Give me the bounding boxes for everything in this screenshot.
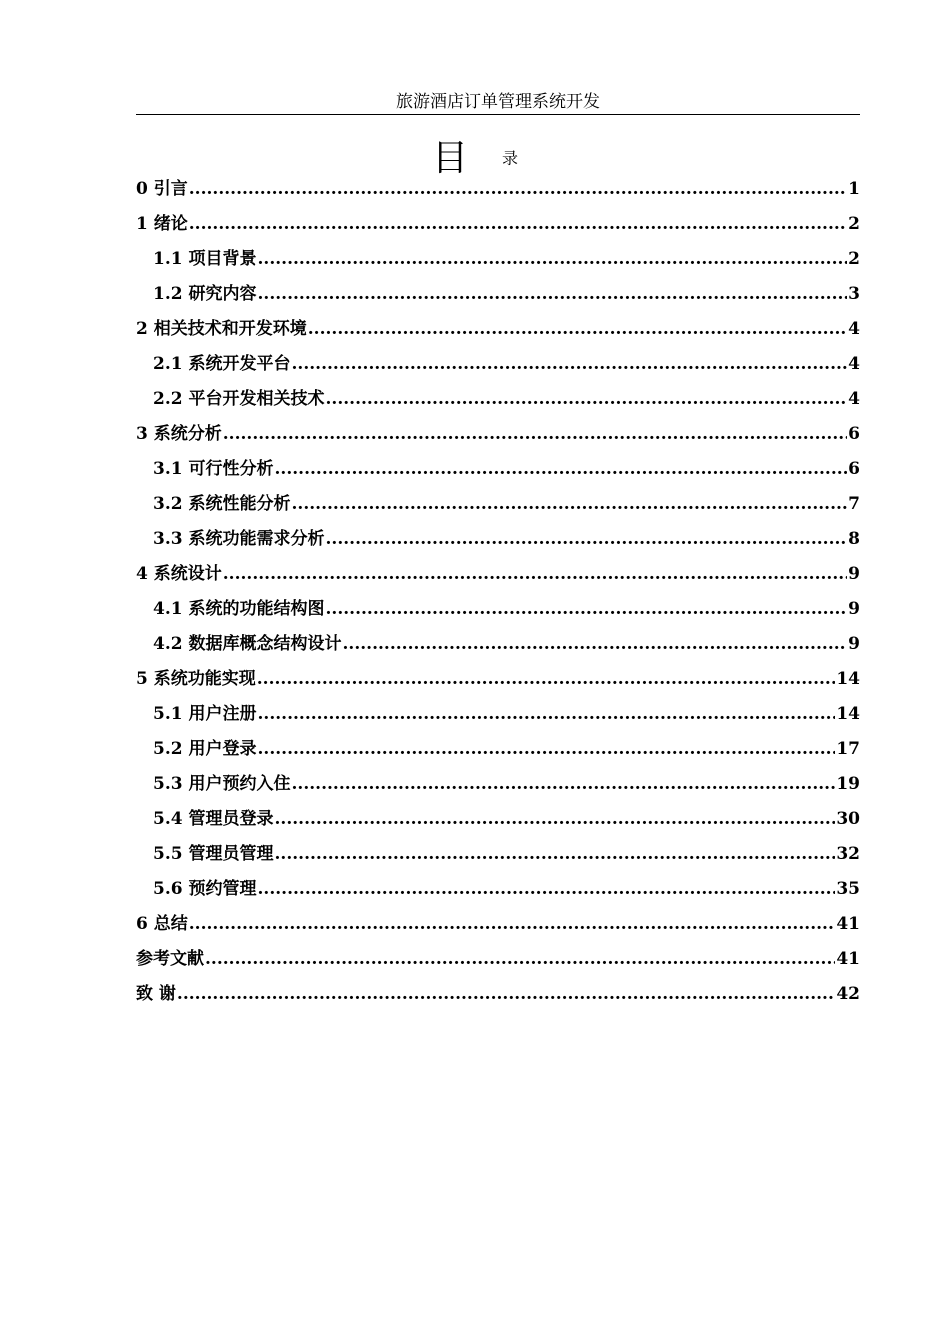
toc-dot-leader (223, 419, 847, 449)
toc-entry[interactable] (136, 804, 860, 839)
toc-entry-label: 5.6 预约管理 (153, 879, 257, 899)
toc-entry-label: 2.1 系统开发平台 (153, 354, 291, 374)
toc-entry[interactable] (136, 384, 860, 419)
toc-entry-label: 4 系统设计 (136, 564, 222, 584)
toc-dot-leader (189, 209, 847, 239)
toc-entry[interactable] (136, 979, 860, 1014)
toc-dot-leader (292, 349, 848, 379)
toc-entry[interactable] (136, 629, 860, 664)
toc-entry[interactable] (136, 279, 860, 314)
toc-entry-page-number: 6 (848, 459, 860, 479)
toc-entry[interactable] (136, 244, 860, 279)
toc-dot-leader (258, 279, 848, 309)
toc-entry-label: 1 绪论 (136, 214, 188, 234)
toc-entry-label: 5.3 用户预约入住 (153, 774, 291, 794)
toc-entry-label: 3 系统分析 (136, 424, 222, 444)
toc-dot-leader (205, 944, 835, 974)
toc-heading-char-1: 目 (431, 137, 468, 179)
toc-entry-label: 5.1 用户注册 (153, 704, 257, 724)
toc-heading-char-2: 录 (502, 148, 519, 168)
toc-entry-page-number: 32 (836, 844, 860, 864)
toc-entry[interactable] (136, 944, 860, 979)
toc-entry-page-number: 1 (848, 179, 860, 199)
toc-dot-leader (326, 384, 848, 414)
toc-dot-leader (292, 489, 848, 519)
toc-entry[interactable] (136, 209, 860, 244)
toc-dot-leader (257, 664, 836, 694)
toc-entry-page-number: 42 (836, 984, 860, 1004)
toc-dot-leader (258, 734, 836, 764)
toc-entry-label: 5 系统功能实现 (136, 669, 256, 689)
toc-entry-label: 4.2 数据库概念结构设计 (153, 634, 342, 654)
toc-entry-label: 1.1 项目背景 (153, 249, 257, 269)
toc-entry-page-number: 4 (848, 389, 860, 409)
toc-dot-leader (343, 629, 848, 659)
toc-entry-page-number: 2 (848, 214, 860, 234)
toc-dot-leader (275, 839, 836, 869)
toc-entry[interactable] (136, 769, 860, 804)
toc-entry-page-number: 9 (848, 634, 860, 654)
toc-entry-label: 参考文献 (136, 949, 204, 969)
toc-dot-leader (258, 699, 836, 729)
toc-entry-page-number: 14 (836, 669, 860, 689)
toc-dot-leader (275, 804, 836, 834)
toc-dot-leader (258, 244, 848, 274)
toc-entry-page-number: 17 (836, 739, 860, 759)
toc-entry[interactable] (136, 699, 860, 734)
toc-entry-page-number: 7 (848, 494, 860, 514)
toc-dot-leader (308, 314, 847, 344)
toc-dot-leader (292, 769, 836, 799)
toc-dot-leader (326, 524, 848, 554)
toc-entry-label: 3.2 系统性能分析 (153, 494, 291, 514)
toc-entry-page-number: 8 (848, 529, 860, 549)
toc-entry-label: 5.4 管理员登录 (153, 809, 274, 829)
toc-entry[interactable] (136, 664, 860, 699)
toc-entry-page-number: 35 (836, 879, 860, 899)
toc-entry-page-number: 19 (836, 774, 860, 794)
toc-entry[interactable] (136, 909, 860, 944)
toc-entry-page-number: 4 (848, 354, 860, 374)
toc-entry-label: 5.5 管理员管理 (153, 844, 274, 864)
toc-dot-leader (223, 559, 847, 589)
table-of-contents (136, 174, 860, 1014)
toc-dot-leader (326, 594, 848, 624)
toc-entry-page-number: 6 (848, 424, 860, 444)
toc-entry-page-number: 41 (836, 949, 860, 969)
toc-entry[interactable] (136, 734, 860, 769)
toc-entry-page-number: 9 (848, 599, 860, 619)
toc-entry[interactable] (136, 349, 860, 384)
toc-entry[interactable] (136, 454, 860, 489)
toc-dot-leader (258, 874, 836, 904)
toc-entry-page-number: 41 (836, 914, 860, 934)
toc-entry[interactable] (136, 874, 860, 909)
running-header (136, 90, 860, 115)
toc-entry-label: 4.1 系统的功能结构图 (153, 599, 325, 619)
toc-entry-label: 2.2 平台开发相关技术 (153, 389, 325, 409)
toc-dot-leader (275, 454, 848, 484)
toc-entry-label: 5.2 用户登录 (153, 739, 257, 759)
toc-entry-label: 1.2 研究内容 (153, 284, 257, 304)
toc-entry[interactable] (136, 839, 860, 874)
toc-entry[interactable] (136, 489, 860, 524)
toc-entry-label: 2 相关技术和开发环境 (136, 319, 307, 339)
toc-entry[interactable] (136, 559, 860, 594)
toc-entry-page-number: 4 (848, 319, 860, 339)
toc-entry[interactable] (136, 174, 860, 209)
toc-dot-leader (189, 909, 836, 939)
toc-dot-leader (177, 979, 835, 1009)
toc-dot-leader (189, 174, 847, 204)
toc-entry[interactable] (136, 524, 860, 559)
toc-entry-page-number: 14 (836, 704, 860, 724)
toc-entry-label: 3.3 系统功能需求分析 (153, 529, 325, 549)
toc-entry-page-number: 9 (848, 564, 860, 584)
toc-entry-page-number: 3 (848, 284, 860, 304)
toc-entry-page-number: 2 (848, 249, 860, 269)
toc-entry[interactable] (136, 594, 860, 629)
toc-entry-label: 0 引言 (136, 179, 188, 199)
toc-entry-label: 3.1 可行性分析 (153, 459, 274, 479)
toc-entry-page-number: 30 (836, 809, 860, 829)
toc-entry-label: 致 谢 (136, 984, 176, 1004)
toc-entry[interactable] (136, 419, 860, 454)
toc-entry-label: 6 总结 (136, 914, 188, 934)
toc-entry[interactable] (136, 314, 860, 349)
running-header-title: 旅游酒店订单管理系统开发 (396, 92, 600, 112)
